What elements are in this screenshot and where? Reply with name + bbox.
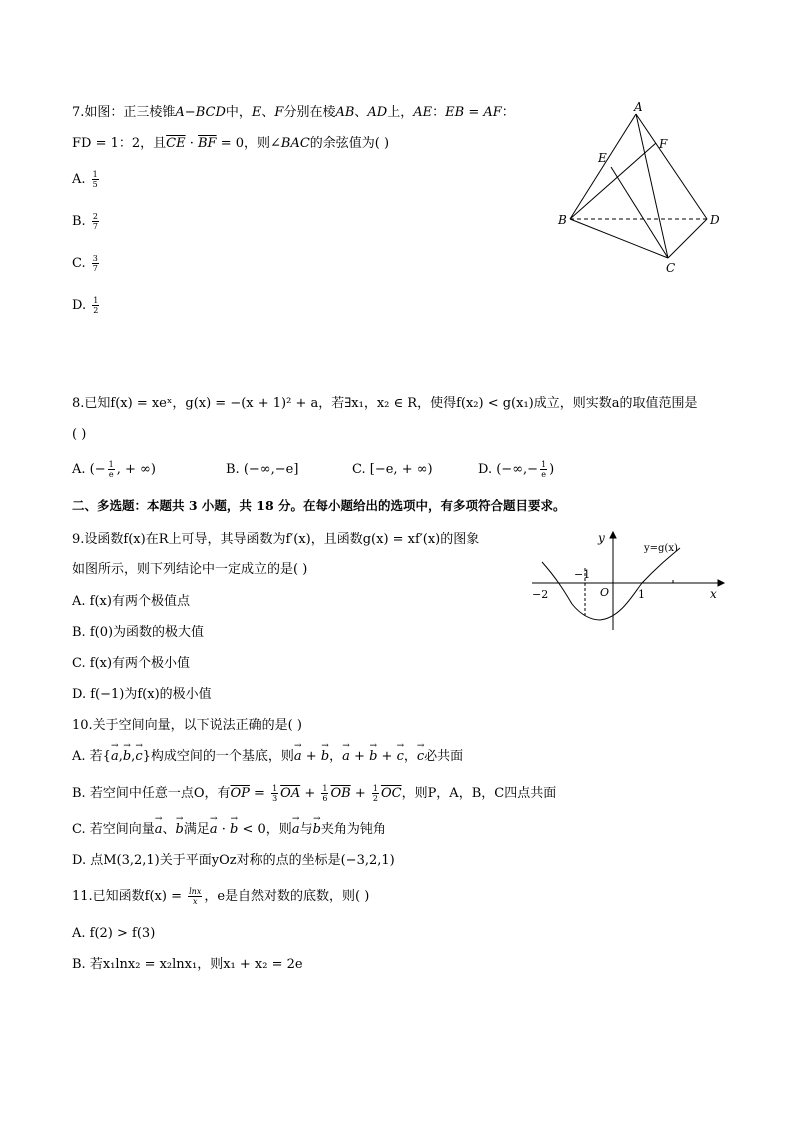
gx-graph	[528, 528, 728, 634]
q9-option-b[interactable]: B. f(0)为函数的极大值	[72, 625, 205, 640]
y-axis-arrow	[610, 532, 616, 538]
q11-option-b[interactable]: B. 若x₁lnx₂ = x₂lnx₁，则x₁ + x₂ = 2e	[72, 957, 303, 972]
section-heading-multi-choice: 二、多选题：本题共 3 小题，共 18 分。在每小题给出的选项中，有多项符合题目要求。	[72, 498, 566, 513]
q7-option-d[interactable]: D. $\frac{1}{2}$	[72, 296, 99, 315]
q7-line1: 7.如图：正三棱锥A−BCD中，E、F分别在棱AB、AD上，AE：EB = AF：	[72, 105, 515, 120]
label-E: E	[598, 151, 607, 165]
q7-option-c[interactable]: C. $\frac{3}{7}$	[72, 254, 98, 273]
label-one: 1	[638, 588, 645, 601]
q10-option-d[interactable]: D. 点M(3,2,1)关于平面yOz对称的点的坐标是(−3,2,1)	[72, 853, 395, 868]
label-x-axis: x	[710, 587, 717, 601]
q8-option-d[interactable]: D. (−∞,− $\frac{1}{e}$ )	[478, 460, 555, 479]
x-axis-arrow	[718, 580, 724, 586]
q8-option-a[interactable]: A. (− $\frac{1}{e}$ , + ∞)	[72, 460, 156, 479]
q9-option-d[interactable]: D. f(−1)为f(x)的极小值	[72, 687, 212, 702]
q10-option-a[interactable]: A. 若{→ a,→ b,→ c}构成空间的一个基底，则→ a + → b，→ a + → b + → c，→ c必共面	[72, 747, 463, 767]
edge-AB	[570, 114, 636, 219]
q7-option-a[interactable]: A. $\frac{1}{5}$	[72, 170, 98, 189]
label-y-axis: y	[598, 531, 605, 545]
q8-paren: ( )	[72, 427, 87, 442]
q10-option-c[interactable]: C. 若空间向量→ a、→ b满足→ a · → b < 0，则→ a与→ b夹角为钝角	[72, 820, 386, 840]
q11-option-a[interactable]: A. f(2) > f(3)	[72, 926, 156, 941]
edge-BC	[570, 219, 668, 258]
label-D: D	[710, 213, 720, 227]
label-curve: y=g(x)	[644, 543, 678, 554]
pyramid-figure	[550, 100, 730, 280]
label-neg2: −2	[532, 588, 549, 601]
edge-CD	[668, 219, 707, 258]
segment-CE	[611, 167, 668, 258]
segment-BF	[570, 143, 656, 219]
label-C: C	[666, 261, 676, 275]
vector-BF: $\overline{BF}$	[198, 136, 217, 151]
q7-line2: FD = 1：2，且$\overline{CE} \cdot \overline{BF} = 0$，则∠BAC的余弦值为( )	[72, 136, 390, 151]
q7-option-b[interactable]: B. $\frac{2}{7}$	[72, 212, 98, 231]
q8-stem: 8.已知f(x) = xeˣ，g(x) = −(x + 1)² + a，若∃x₁，x₂ ∈ R，使得f(x₂) < g(x₁)成立，则实数a的取值范围是	[72, 396, 698, 411]
curve-gx	[542, 548, 680, 620]
q10-option-b[interactable]: B. 若空间中任意一点O，有$\overline{OP}$ = $\frac{1}{3}$ $\overline{OA}$ + $\frac{1}{6}$ $\overline{OB}$ + $\frac{1}{2}$ $\overline{OC}$，则P，A，B，C四点共面	[72, 784, 557, 803]
q9-line1: 9.设函数f(x)在R上可导，其导函数为f′(x)，且函数g(x) = xf′(x)的图象	[72, 532, 480, 547]
vector-CE: $\overline{CE}$	[166, 136, 186, 151]
q9-option-c[interactable]: C. f(x)有两个极小值	[72, 656, 191, 671]
q9-option-a[interactable]: A. f(x)有两个极值点	[72, 594, 190, 609]
q11-stem: 11.已知函数f(x) = $\frac{\ln x}{x}$ ，e是自然对数的底数，则( )	[72, 887, 370, 906]
q9-line2: 如图所示，则下列结论中一定成立的是( )	[72, 562, 308, 577]
edge-AC	[636, 114, 668, 258]
q10-stem: 10.关于空间向量，以下说法正确的是( )	[72, 718, 302, 733]
label-A: A	[634, 100, 643, 114]
label-F: F	[659, 137, 668, 151]
label-neg1: −1	[574, 568, 591, 581]
q8-option-c[interactable]: C. [−e, + ∞)	[352, 462, 433, 477]
q8-option-b[interactable]: B. (−∞,−e]	[226, 462, 299, 477]
label-B: B	[558, 213, 567, 227]
edge-AD	[636, 114, 707, 219]
label-origin: O	[600, 586, 610, 599]
